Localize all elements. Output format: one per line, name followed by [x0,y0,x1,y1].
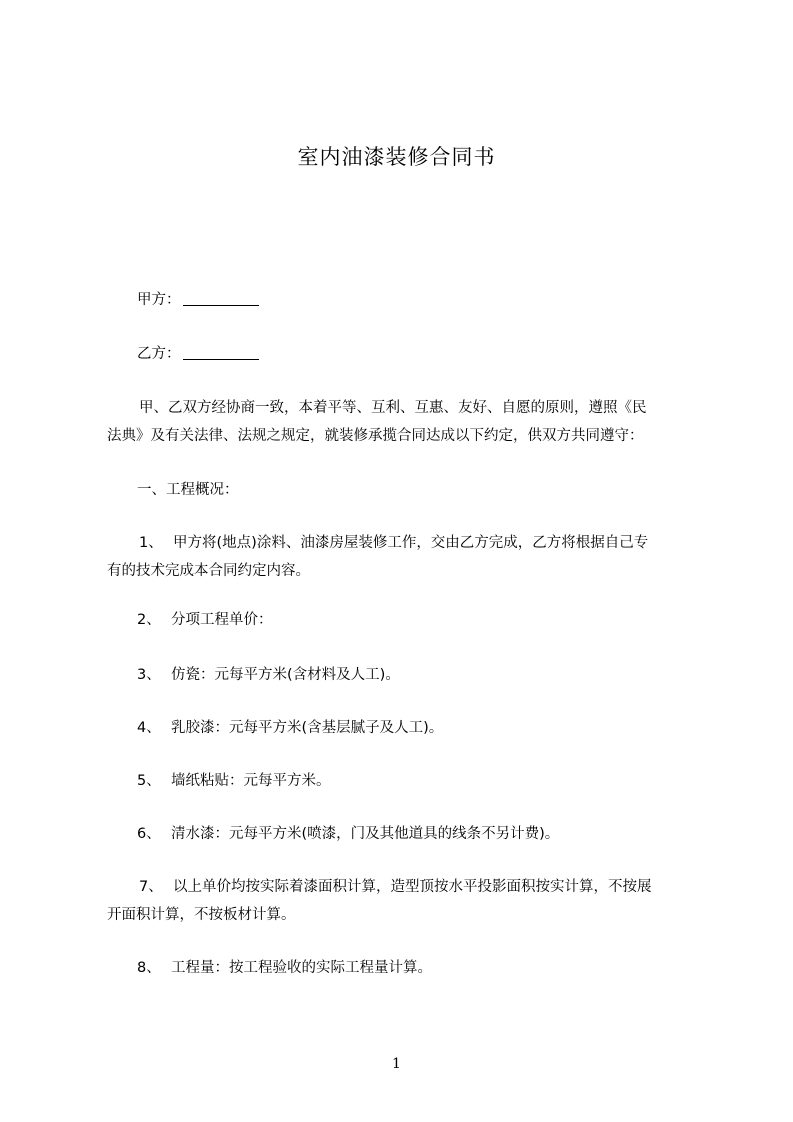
party-a-label: 甲方： [137,292,181,308]
party-a-blank[interactable] [183,291,259,306]
item-7-number: 7、 [139,879,163,895]
document-title: 室内油漆装修合同书 [297,145,496,169]
item-3 [107,661,737,689]
item-1-line-2: 有的技术完成本合同约定内容。 [107,563,310,579]
page-number: 1 [392,1056,401,1072]
item-8 [107,954,737,982]
item-1-number: 1、 [139,535,163,551]
item-5-text: 墙纸粘贴：元每平方米。 [171,773,331,789]
item-5 [107,767,737,795]
section-1-heading: 一、工程概况： [137,482,239,498]
item-2-text: 分项工程单价： [171,612,273,628]
item-3-number: 3、 [137,667,161,683]
item-7-text: 以上单价均按实际着漆面积计算，造型顶按水平投影面积按实计算，不按展 [173,879,652,895]
intro-line-1: 甲、乙双方经协商一致，本着平等、互利、互惠、友好、自愿的原则，遵照《民 [139,400,647,416]
party-b-blank[interactable] [183,345,259,360]
party-a-line [107,286,737,314]
item-6-text: 清水漆：元每平方米(喷漆，门及其他道具的线条不另计费)。 [171,826,560,842]
item-4-text: 乳胶漆：元每平方米(含基层腻子及人工)。 [171,720,444,736]
item-1-text: 甲方将(地点)涂料、油漆房屋装修工作，交由乙方完成，乙方将根据自己专 [173,535,649,551]
item-8-text: 工程量：按工程验收的实际工程量计算。 [171,960,432,976]
item-6-number: 6、 [137,826,161,842]
intro-line-2: 法典》及有关法律、法规之规定，就装修承揽合同达成以下约定，供双方共同遵守： [107,428,644,444]
item-2 [107,606,737,634]
item-8-number: 8、 [137,960,161,976]
item-7-line-2: 开面积计算，不按板材计算。 [107,907,296,923]
item-3-text: 仿瓷：元每平方米(含材料及人工)。 [171,667,400,683]
party-b-line [107,340,737,368]
item-5-number: 5、 [137,773,161,789]
item-1-line-1 [107,529,739,557]
item-2-number: 2、 [137,612,161,628]
item-6 [107,820,737,848]
item-4-number: 4、 [137,720,161,736]
item-7-line-1 [107,873,739,901]
item-4 [107,714,737,742]
party-b-label: 乙方： [137,346,181,362]
